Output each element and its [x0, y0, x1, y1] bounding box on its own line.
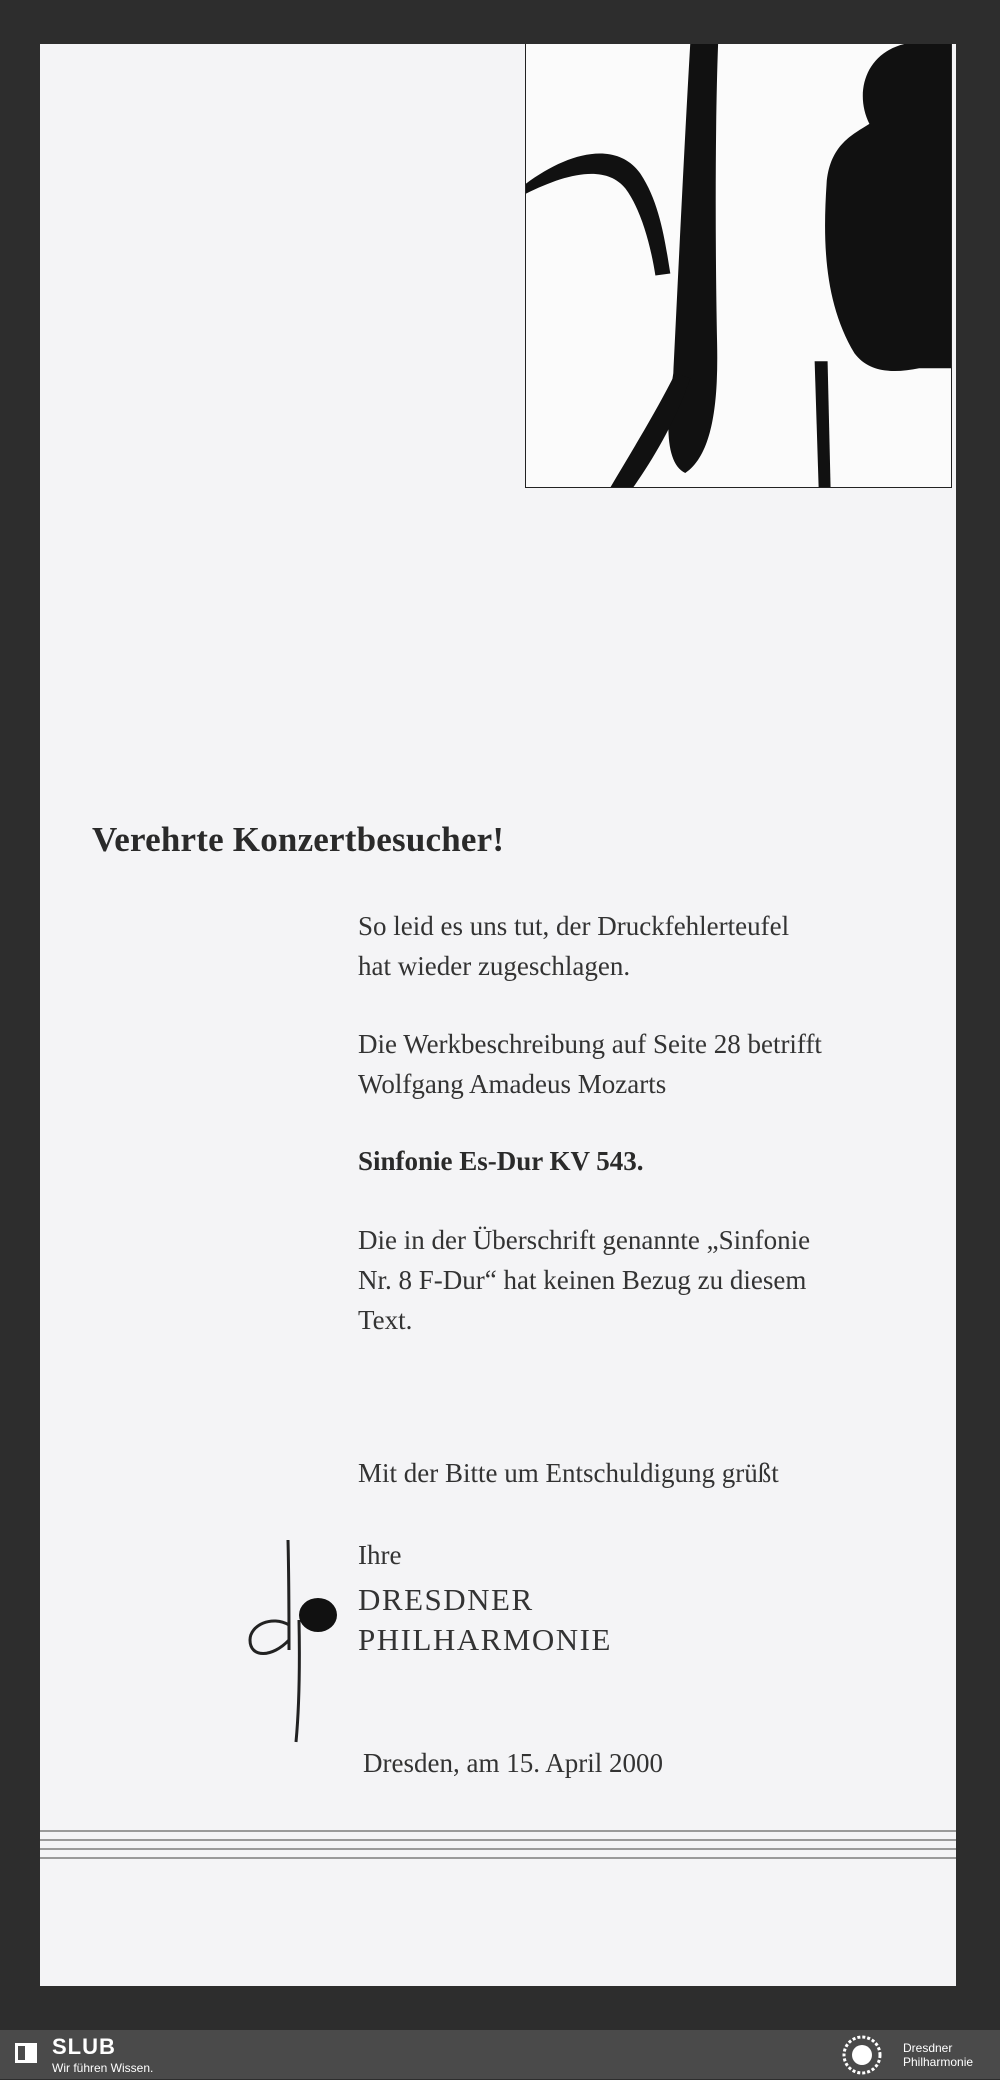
- closing-line: Mit der Bitte um Entschuldigung grüßt: [358, 1458, 779, 1488]
- text-line: Die in der Überschrift genannte „Sinfonie: [358, 1225, 811, 1255]
- footer-bar: [0, 2030, 1000, 2079]
- partner-name: [903, 2041, 998, 2069]
- text-line: Text.: [358, 1305, 413, 1335]
- partner-name-line: Dresdner: [903, 2041, 953, 2055]
- organization-name: [358, 1580, 612, 1660]
- partner-name-line: Philharmonie: [903, 2055, 974, 2069]
- org-name-line: PHILHARMONIE: [358, 1622, 612, 1657]
- book-icon: [14, 2041, 38, 2065]
- philharmonie-logo-icon: [842, 2035, 882, 2075]
- work-description-paragraph: [358, 1024, 918, 1104]
- abstract-illustration: [525, 44, 952, 488]
- text-line: So leid es uns tut, der Druckfehlerteufel: [358, 911, 790, 941]
- place-and-date: Dresden, am 15. April 2000: [363, 1748, 663, 1778]
- text-line: hat wieder zugeschlagen.: [358, 951, 631, 981]
- dp-logo-icon: [242, 1540, 342, 1750]
- text-line: Die Werkbeschreibung auf Seite 28 betrifft: [358, 1029, 822, 1059]
- greeting-heading: Verehrte Konzertbesucher!: [92, 820, 505, 859]
- library-name: SLUB: [52, 2034, 116, 2059]
- apology-paragraph: [358, 906, 918, 986]
- staff-lines-divider: [40, 1828, 956, 1868]
- correction-paragraph: [358, 1220, 918, 1340]
- org-name-line: DRESDNER: [358, 1582, 534, 1617]
- text-line: Wolfgang Amadeus Mozarts: [358, 1069, 667, 1099]
- salutation: Ihre: [358, 1540, 402, 1570]
- work-title: Sinfonie Es-Dur KV 543.: [358, 1146, 644, 1176]
- text-line: Nr. 8 F-Dur“ hat keinen Bezug zu diesem: [358, 1265, 807, 1295]
- library-tagline: Wir führen Wissen.: [52, 2061, 154, 2075]
